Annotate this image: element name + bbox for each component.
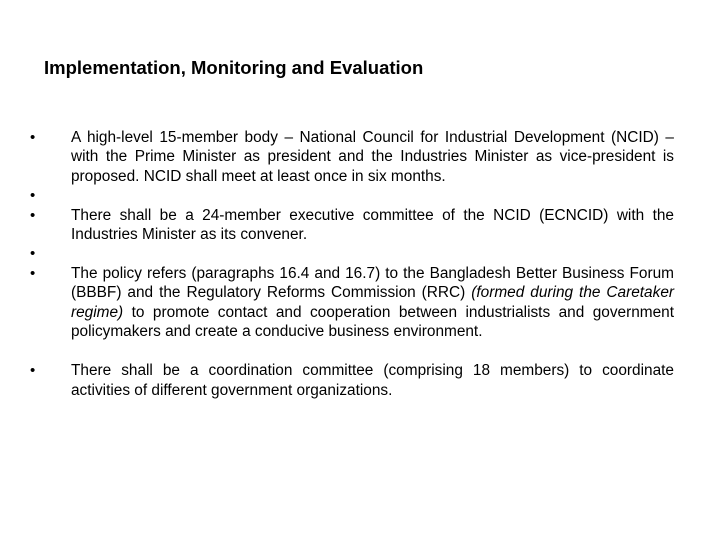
bullet-text-after: to promote contact and cooperation between industrialists and government policymakers and create a conducive business environment. (71, 303, 674, 341)
slide-title: Implementation, Monitoring and Evaluation (44, 57, 424, 78)
bullet-dot-icon: • (30, 129, 36, 146)
bullet-item-coordination (30, 361, 674, 400)
bullet-dot-icon: • (30, 264, 36, 282)
bullet-dot-icon: • (30, 206, 36, 224)
bullet-text: There shall be a 24-member executive committee of the NCID (ECNCID) with the Industries Minister as its convener. (71, 206, 674, 244)
bullet-dot-icon: • (30, 245, 36, 263)
bullet-dot-icon: • (30, 187, 36, 205)
bullet-text: A high-level 15-member body – National Council for Industrial Development (NCID) – with the Prime Minister as president and the Industries Minister as vice-president is proposed. NCID shall meet at least once in six months. (71, 129, 674, 185)
bullet-text-italic: (formed during the Caretaker regime) (71, 284, 674, 321)
bullet-text: There shall be a coordination committee (comprising 18 members) to coordinate activities of different government organizations. (71, 362, 674, 399)
bullet-item-bbbf (30, 264, 674, 342)
bullet-item-empty (30, 244, 674, 263)
bullet-item-ecncid (30, 206, 674, 245)
bullet-list (30, 128, 674, 400)
bullet-dot-icon: • (30, 362, 36, 380)
bullet-text-before: The policy refers (paragraphs 16.4 and 16.7) to the Bangladesh Better Business Forum (BBBF) and the Regulatory Reforms Commission (RRC) (71, 264, 674, 302)
bullet-item-ncid (30, 128, 674, 186)
bullet-text (71, 265, 674, 340)
bullet-item-empty (30, 186, 674, 205)
